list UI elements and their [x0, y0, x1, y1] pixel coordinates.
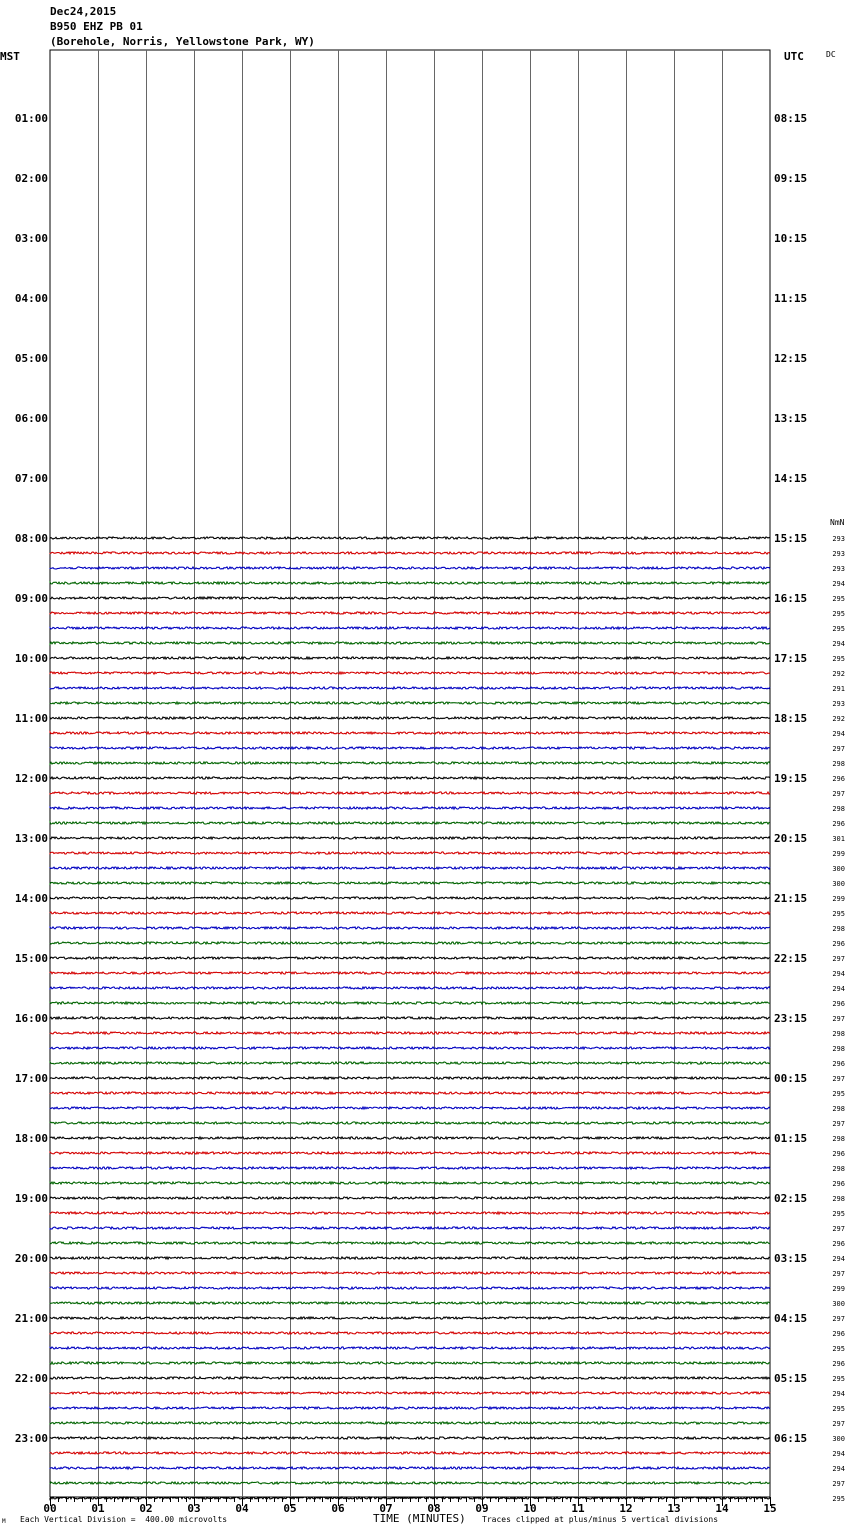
x-tick-label: 02: [139, 1502, 153, 1515]
trace-nmn-value: 297: [832, 790, 845, 798]
seismic-trace: [50, 912, 770, 914]
utc-hour-label: 10:15: [774, 232, 808, 245]
x-tick-label: 10: [523, 1502, 537, 1515]
x-tick-label: 03: [187, 1502, 201, 1515]
seismic-trace: [50, 552, 770, 554]
utc-hour-label: 21:15: [774, 892, 808, 905]
seismic-trace: [50, 567, 770, 569]
seismic-trace: [50, 747, 770, 749]
utc-hour-label: 08:15: [774, 112, 808, 125]
trace-nmn-value: 295: [832, 655, 845, 663]
trace-nmn-value: 296: [832, 940, 845, 948]
x-tick-label: 08: [427, 1502, 441, 1515]
mst-hour-label: 06:00: [14, 412, 48, 425]
trace-nmn-value: 294: [832, 1465, 845, 1473]
plot-frame: [50, 50, 770, 1497]
utc-hour-label: 17:15: [774, 652, 808, 665]
mst-hour-label: 18:00: [14, 1132, 48, 1145]
x-tick-label: 06: [331, 1502, 345, 1515]
seismic-trace: [50, 807, 770, 809]
seismic-trace: [50, 732, 770, 734]
station-code: B950 EHZ PB 01: [50, 20, 143, 33]
trace-nmn-value: 294: [832, 730, 845, 738]
seismic-trace: [50, 1407, 770, 1409]
trace-nmn-value: 297: [832, 1420, 845, 1428]
trace-nmn-value: 296: [832, 1060, 845, 1068]
mst-hour-label: 22:00: [14, 1372, 48, 1385]
mst-hour-label: 20:00: [14, 1252, 48, 1265]
trace-nmn-value: 296: [832, 1240, 845, 1248]
seismic-trace: [50, 1347, 770, 1349]
seismic-trace: [50, 1377, 770, 1379]
seismic-trace: [50, 1452, 770, 1454]
utc-hour-label: 02:15: [774, 1192, 808, 1205]
x-tick-label: 04: [235, 1502, 249, 1515]
station-location: (Borehole, Norris, Yellowstone Park, WY): [50, 35, 315, 48]
trace-nmn-value: 295: [832, 1090, 845, 1098]
trace-nmn-value: 294: [832, 580, 845, 588]
trace-nmn-value: 294: [832, 1450, 845, 1458]
utc-hour-label: 18:15: [774, 712, 808, 725]
seismic-trace: [50, 882, 770, 884]
trace-nmn-value: 292: [832, 715, 845, 723]
utc-hour-label: 01:15: [774, 1132, 808, 1145]
x-tick-label: 13: [667, 1502, 681, 1515]
trace-nmn-value: 293: [832, 565, 845, 573]
seismic-trace: [50, 1332, 770, 1334]
trace-nmn-value: 294: [832, 970, 845, 978]
utc-hour-label: 19:15: [774, 772, 808, 785]
seismic-trace: [50, 1437, 770, 1439]
seismic-trace: [50, 1017, 770, 1019]
left-timezone-label: MST: [0, 50, 20, 63]
mst-hour-label: 09:00: [14, 592, 48, 605]
trace-nmn-value: 298: [832, 760, 845, 768]
trace-nmn-value: 295: [832, 595, 845, 603]
seismic-trace: [50, 792, 770, 794]
mst-hour-label: 17:00: [14, 1072, 48, 1085]
seismic-trace: [50, 1227, 770, 1229]
trace-nmn-value: 296: [832, 1150, 845, 1158]
trace-nmn-value: 296: [832, 820, 845, 828]
seismic-trace: [50, 957, 770, 959]
nmn-header-label: NmN: [830, 518, 845, 527]
seismic-trace: [50, 1482, 770, 1484]
seismic-trace: [50, 627, 770, 629]
trace-nmn-value: 296: [832, 1180, 845, 1188]
utc-hour-label: 13:15: [774, 412, 808, 425]
seismic-trace: [50, 837, 770, 839]
seismic-trace: [50, 852, 770, 854]
seismic-trace: [50, 1362, 770, 1364]
seismic-trace: [50, 1242, 770, 1244]
seismic-trace: [50, 1077, 770, 1079]
trace-nmn-value: 295: [832, 610, 845, 618]
mst-hour-label: 19:00: [14, 1192, 48, 1205]
mst-hour-label: 21:00: [14, 1312, 48, 1325]
trace-nmn-value: 295: [832, 1405, 845, 1413]
trace-nmn-value: 295: [832, 910, 845, 918]
utc-hour-label: 00:15: [774, 1072, 808, 1085]
vertical-division-note: Each Vertical Division = 400.00 microvolts: [20, 1515, 228, 1524]
utc-hour-label: 23:15: [774, 1012, 808, 1025]
seismic-trace: [50, 702, 770, 704]
x-tick-label: 05: [283, 1502, 297, 1515]
seismic-trace: [50, 1137, 770, 1139]
x-tick-label: 01: [91, 1502, 105, 1515]
trace-nmn-value: 295: [832, 1210, 845, 1218]
trace-nmn-value: 298: [832, 1165, 845, 1173]
trace-nmn-value: 291: [832, 685, 845, 693]
x-tick-label: 14: [715, 1502, 729, 1515]
seismic-trace: [50, 867, 770, 869]
seismic-trace: [50, 972, 770, 974]
seismic-trace: [50, 537, 770, 539]
trace-nmn-value: 297: [832, 955, 845, 963]
seismic-trace: [50, 1272, 770, 1274]
seismic-trace: [50, 642, 770, 644]
seismic-trace: [50, 717, 770, 719]
trace-nmn-value: 297: [832, 1270, 845, 1278]
seismic-trace: [50, 687, 770, 689]
seismic-trace: [50, 942, 770, 944]
mst-hour-label: 07:00: [14, 472, 48, 485]
mst-hour-label: 11:00: [14, 712, 48, 725]
seismic-trace: [50, 597, 770, 599]
seismic-trace: [50, 582, 770, 584]
trace-nmn-value: 298: [832, 1195, 845, 1203]
trace-nmn-value: 300: [832, 865, 845, 873]
seismic-trace: [50, 1107, 770, 1109]
seismic-trace: [50, 822, 770, 824]
seismic-trace: [50, 612, 770, 614]
utc-hour-label: 04:15: [774, 1312, 808, 1325]
seismic-trace: [50, 1392, 770, 1394]
mst-hour-label: 02:00: [14, 172, 48, 185]
dc-label: DC: [826, 50, 836, 59]
utc-hour-label: 14:15: [774, 472, 808, 485]
seismic-trace: [50, 777, 770, 779]
seismic-trace: [50, 897, 770, 899]
seismic-trace: [50, 1182, 770, 1184]
trace-nmn-value: 295: [832, 625, 845, 633]
trace-nmn-value: 295: [832, 1375, 845, 1383]
x-tick-label: 09: [475, 1502, 489, 1515]
trace-nmn-value: 297: [832, 1315, 845, 1323]
right-timezone-label: UTC: [784, 50, 804, 63]
mst-hour-label: 01:00: [14, 112, 48, 125]
x-tick-label: 15: [763, 1502, 777, 1515]
mst-hour-label: 15:00: [14, 952, 48, 965]
seismic-trace: [50, 1092, 770, 1094]
seismic-trace: [50, 1032, 770, 1034]
utc-hour-label: 03:15: [774, 1252, 808, 1265]
trace-nmn-value: 296: [832, 1360, 845, 1368]
utc-hour-label: 05:15: [774, 1372, 808, 1385]
utc-hour-label: 22:15: [774, 952, 808, 965]
trace-nmn-value: 299: [832, 895, 845, 903]
x-tick-label: 00: [43, 1502, 57, 1515]
seismic-trace: [50, 1002, 770, 1004]
seismic-trace: [50, 1167, 770, 1169]
trace-nmn-value: 297: [832, 745, 845, 753]
trace-nmn-value: 298: [832, 1045, 845, 1053]
trace-nmn-value: 294: [832, 1390, 845, 1398]
seismic-trace: [50, 1197, 770, 1199]
utc-hour-label: 12:15: [774, 352, 808, 365]
mst-hour-label: 05:00: [14, 352, 48, 365]
trace-nmn-value: 298: [832, 1135, 845, 1143]
trace-nmn-value: 299: [832, 850, 845, 858]
trace-nmn-value: 297: [832, 1075, 845, 1083]
trace-nmn-value: 300: [832, 880, 845, 888]
seismic-trace: [50, 1302, 770, 1304]
x-axis-title: TIME (MINUTES): [373, 1512, 466, 1525]
trace-nmn-value: 300: [832, 1300, 845, 1308]
seismic-trace: [50, 1467, 770, 1469]
mst-hour-label: 10:00: [14, 652, 48, 665]
seismic-trace: [50, 1047, 770, 1049]
trace-nmn-value: 298: [832, 805, 845, 813]
utc-hour-label: 06:15: [774, 1432, 808, 1445]
trace-nmn-value: 293: [832, 535, 845, 543]
trace-nmn-value: 301: [832, 835, 845, 843]
seismic-trace: [50, 987, 770, 989]
seismic-trace: [50, 672, 770, 674]
trace-nmn-value: 296: [832, 775, 845, 783]
x-tick-label: 12: [619, 1502, 633, 1515]
trace-nmn-value: 293: [832, 700, 845, 708]
seismic-trace: [50, 1422, 770, 1424]
trace-nmn-value: 297: [832, 1225, 845, 1233]
trace-nmn-value: 298: [832, 1030, 845, 1038]
mst-hour-label: 14:00: [14, 892, 48, 905]
trace-nmn-value: 292: [832, 670, 845, 678]
seismic-trace: [50, 1152, 770, 1154]
trace-nmn-value: 293: [832, 550, 845, 558]
trace-nmn-value: 297: [832, 1015, 845, 1023]
utc-hour-label: 15:15: [774, 532, 808, 545]
trace-nmn-value: 297: [832, 1120, 845, 1128]
utc-hour-label: 20:15: [774, 832, 808, 845]
mst-hour-label: 12:00: [14, 772, 48, 785]
seismic-trace: [50, 762, 770, 764]
trace-nmn-value: 300: [832, 1435, 845, 1443]
seismic-trace: [50, 657, 770, 659]
mst-hour-label: 13:00: [14, 832, 48, 845]
trace-nmn-value: 295: [832, 1345, 845, 1353]
x-tick-label: 07: [379, 1502, 393, 1515]
utc-hour-label: 11:15: [774, 292, 808, 305]
trace-nmn-value: 294: [832, 985, 845, 993]
utc-hour-label: 09:15: [774, 172, 808, 185]
mst-hour-label: 04:00: [14, 292, 48, 305]
clipping-note: Traces clipped at plus/minus 5 vertical divisions: [482, 1515, 719, 1524]
seismic-trace: [50, 1287, 770, 1289]
seismic-trace: [50, 1212, 770, 1214]
trace-nmn-value: 294: [832, 1255, 845, 1263]
trace-nmn-value: 296: [832, 1330, 845, 1338]
trace-nmn-value: 294: [832, 640, 845, 648]
seismic-trace: [50, 1257, 770, 1259]
trace-nmn-value: 298: [832, 925, 845, 933]
mst-hour-label: 16:00: [14, 1012, 48, 1025]
seismic-trace: [50, 927, 770, 929]
x-tick-label: 11: [571, 1502, 585, 1515]
trace-nmn-value: 295: [832, 1495, 845, 1503]
mst-hour-label: 23:00: [14, 1432, 48, 1445]
trace-nmn-value: 297: [832, 1480, 845, 1488]
mst-hour-label: 03:00: [14, 232, 48, 245]
trace-nmn-value: 298: [832, 1105, 845, 1113]
trace-nmn-value: 299: [832, 1285, 845, 1293]
trace-nmn-value: 296: [832, 1000, 845, 1008]
corner-mark: M: [2, 1518, 6, 1525]
utc-hour-label: 16:15: [774, 592, 808, 605]
recording-date: Dec24,2015: [50, 5, 117, 18]
seismic-trace: [50, 1062, 770, 1064]
seismic-trace: [50, 1317, 770, 1319]
mst-hour-label: 08:00: [14, 532, 48, 545]
seismic-trace: [50, 1122, 770, 1124]
